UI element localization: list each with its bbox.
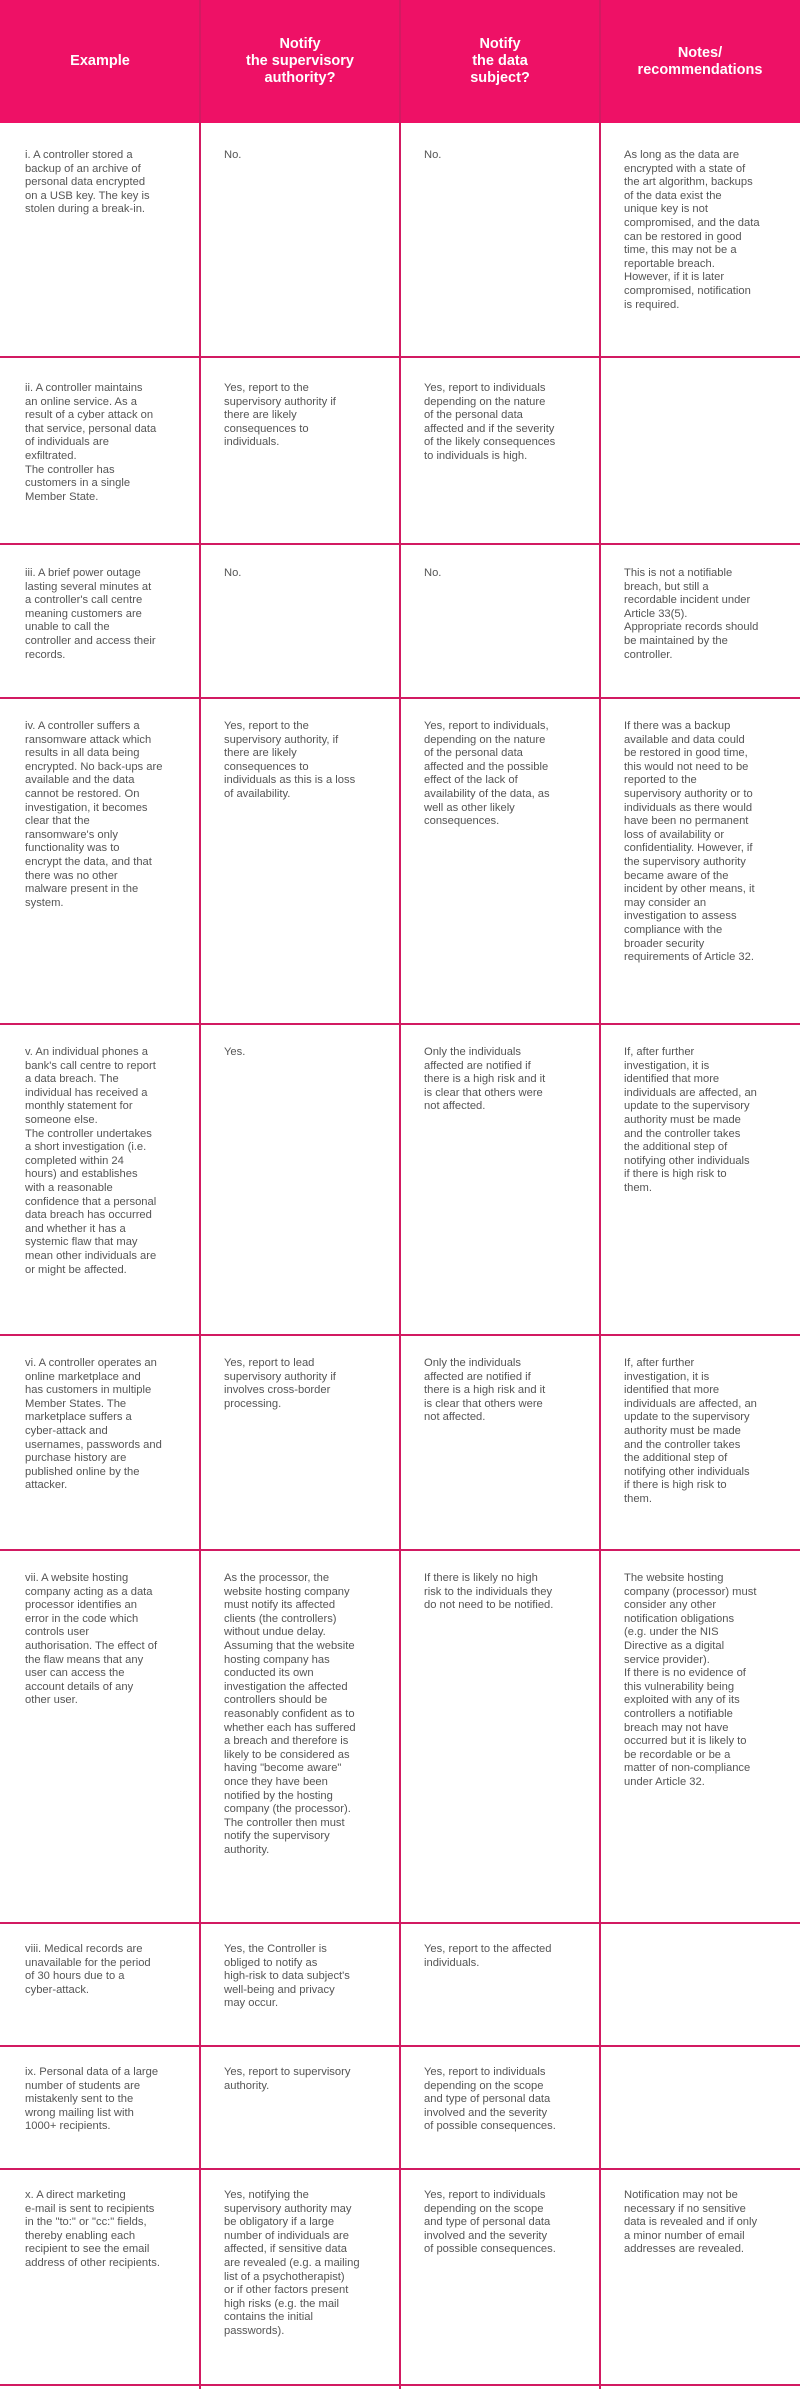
row-divider	[0, 1549, 800, 1551]
row-divider	[0, 2168, 800, 2170]
cell-example: vi. A controller operates an online marketplace and has customers in multiple Member States. The marketplace suffers a cyber-attack and usernames, passwords and purchase history are published online by the attacker.	[25, 1357, 162, 1492]
row-divider	[0, 2045, 800, 2047]
header-example: Example	[70, 53, 130, 69]
header-notify-data-subject: Notify the data subject?	[470, 36, 530, 86]
cell-example: x. A direct marketing e-mail is sent to recipients in the "to:" or "cc:" fields, thereby enabling each recipient to see the email address of other recipients.	[25, 2189, 160, 2269]
header-notify-supervisory-authority: Notify the supervisory authority?	[246, 36, 354, 86]
cell-notify-supervisory: Yes, report to lead supervisory authority if involves cross-border processing.	[224, 1357, 336, 1410]
cell-notify-subject: Yes, report to individuals depending on the scope and type of personal data involved and the severity of possible consequences.	[424, 2189, 556, 2256]
header-notes-recommendations: Notes/ recommendations	[637, 44, 763, 78]
cell-notify-subject: Yes, report to individuals depending on the nature of the personal data affected and if the severity of the likely consequences to individuals is high.	[424, 382, 556, 462]
cell-example: ii. A controller maintains an online service. As a result of a cyber attack on that service, personal data of individuals are exfiltrated. The controller has customers in a single Member State.	[25, 382, 157, 503]
cell-notify-supervisory: Yes, the Controller is obliged to notify as high-risk to data subject's well-being and privacy may occur.	[224, 1943, 350, 2010]
cell-notes: If, after further investigation, it is identified that more individuals are affected, an update to the supervisory authority must be made and the controller takes the additional step of notifying other individuals if there is high risk to them.	[624, 1046, 757, 1194]
cell-notify-subject: Yes, report to the affected individuals.	[424, 1943, 552, 1969]
cell-notify-subject: Yes, report to individuals depending on the scope and type of personal data involved and the severity of possible consequences.	[424, 2066, 556, 2133]
column-divider	[399, 0, 401, 2389]
cell-notify-supervisory: Yes, report to the supervisory authority if there are likely consequences to individuals.	[224, 382, 336, 449]
cell-notify-subject: Yes, report to individuals, depending on the nature of the personal data affected and the possible effect of the lack of availability of the data, as well as other likely consequences.	[424, 720, 550, 828]
cell-notify-subject: No.	[424, 567, 442, 579]
cell-notes: If there was a backup available and data could be restored in good time, this would not need to be reported to the supervisory authority or to individuals as there would have been no permanent loss of availability or confidentiality. However, if the supervisory authority became aware of the incident by other means, it may consider an investigation to assess compliance with the broader security requirements of Article 32.	[624, 720, 755, 964]
column-divider	[199, 0, 201, 2389]
cell-notify-subject: No.	[424, 149, 442, 161]
row-divider	[0, 697, 800, 699]
cell-notify-supervisory: Yes.	[224, 1046, 246, 1058]
cell-notes: This is not a notifiable breach, but still a recordable incident under Article 33(5). Appropriate records should be maintained by the controller.	[624, 567, 759, 661]
cell-example: viii. Medical records are unavailable for the period of 30 hours due to a cyber-attack.	[25, 1943, 151, 1996]
cell-notes: If, after further investigation, it is identified that more individuals are affected, an update to the supervisory authority must be made and the controller takes the additional step of notifying other individuals if there is high risk to them.	[624, 1357, 757, 1505]
row-divider	[0, 1334, 800, 1336]
row-divider	[0, 1922, 800, 1924]
cell-notify-subject: Only the individuals affected are notified if there is a high risk and it is clear that others were not affected.	[424, 1046, 546, 1113]
cell-example: iii. A brief power outage lasting several minutes at a controller's call centre meaning customers are unable to call the controller and access their records.	[25, 567, 156, 661]
row-divider	[0, 543, 800, 545]
row-divider	[0, 1023, 800, 1025]
column-divider	[599, 0, 601, 2389]
cell-notify-subject: If there is likely no high risk to the individuals they do not need to be notified.	[424, 1572, 554, 1612]
cell-example: ix. Personal data of a large number of students are mistakenly sent to the wrong mailing list with 1000+ recipients.	[25, 2066, 159, 2133]
cell-example: iv. A controller suffers a ransomware attack which results in all data being encrypted. No back-ups are available and the data cannot be restored. On investigation, it becomes clear that the ransomware's only functionality was to encrypt the data, and that there was no other malware present in the system.	[25, 720, 163, 909]
row-divider	[0, 2384, 800, 2386]
cell-example: v. An individual phones a bank's call centre to report a data breach. The individual has received a monthly statement for someone else. The controller undertakes a short investigation (i.e. completed within 24 hours) and establishes with a reasonable confidence that a personal data breach has occurred and whether it has a systemic flaw that may mean other individuals are or might be affected.	[25, 1046, 157, 1276]
cell-notify-supervisory: No.	[224, 567, 242, 579]
row-divider	[0, 356, 800, 358]
cell-notify-supervisory: Yes, report to supervisory authority.	[224, 2066, 351, 2092]
cell-notify-supervisory: As the processor, the website hosting company must notify its affected clients (the controllers) without undue delay. Assuming that the website hosting company has conducted its own investigation the affected controllers should be reasonably confident as to whether each has suffered a breach and therefore is likely to be considered as having "become aware" once they have been notified by the hosting company (the processor). The controller then must notify the supervisory authority.	[224, 1572, 356, 1856]
cell-notes: As long as the data are encrypted with a state of the art algorithm, backups of the data exist the unique key is not compromised, and the data can be restored in good time, this may not be a reportable breach. However, if it is later compromised, notification is required.	[624, 149, 760, 311]
cell-notify-subject: Only the individuals affected are notified if there is a high risk and it is clear that others were not affected.	[424, 1357, 546, 1424]
cell-notify-supervisory: Yes, report to the supervisory authority, if there are likely consequences to individuals as this is a loss of availability.	[224, 720, 356, 800]
cell-example: i. A controller stored a backup of an archive of personal data encrypted on a USB key. The key is stolen during a break-in.	[25, 149, 150, 216]
cell-notes: The website hosting company (processor) must consider any other notification obligations (e.g. under the NIS Directive as a digital service provider). If there is no evidence of this vulnerability being exploited with any of its controllers a notifiable breach may not have occurred but it is likely to be recordable or be a matter of non-compliance under Article 32.	[624, 1572, 757, 1788]
cell-notify-supervisory: No.	[224, 149, 242, 161]
cell-notes: Notification may not be necessary if no sensitive data is revealed and if only a minor number of email addresses are revealed.	[624, 2189, 758, 2256]
cell-example: vii. A website hosting company acting as a data processor identifies an error in the code which controls user authorisation. The effect of the flaw means that any user can access the account details of any other user.	[25, 1572, 158, 1707]
cell-notify-supervisory: Yes, notifying the supervisory authority may be obligatory if a large number of individuals are affected, if sensitive data are revealed (e.g. a mailing list of a psychotherapist) or if other factors present high risks (e.g. the mail contains the initial passwords).	[224, 2189, 360, 2337]
